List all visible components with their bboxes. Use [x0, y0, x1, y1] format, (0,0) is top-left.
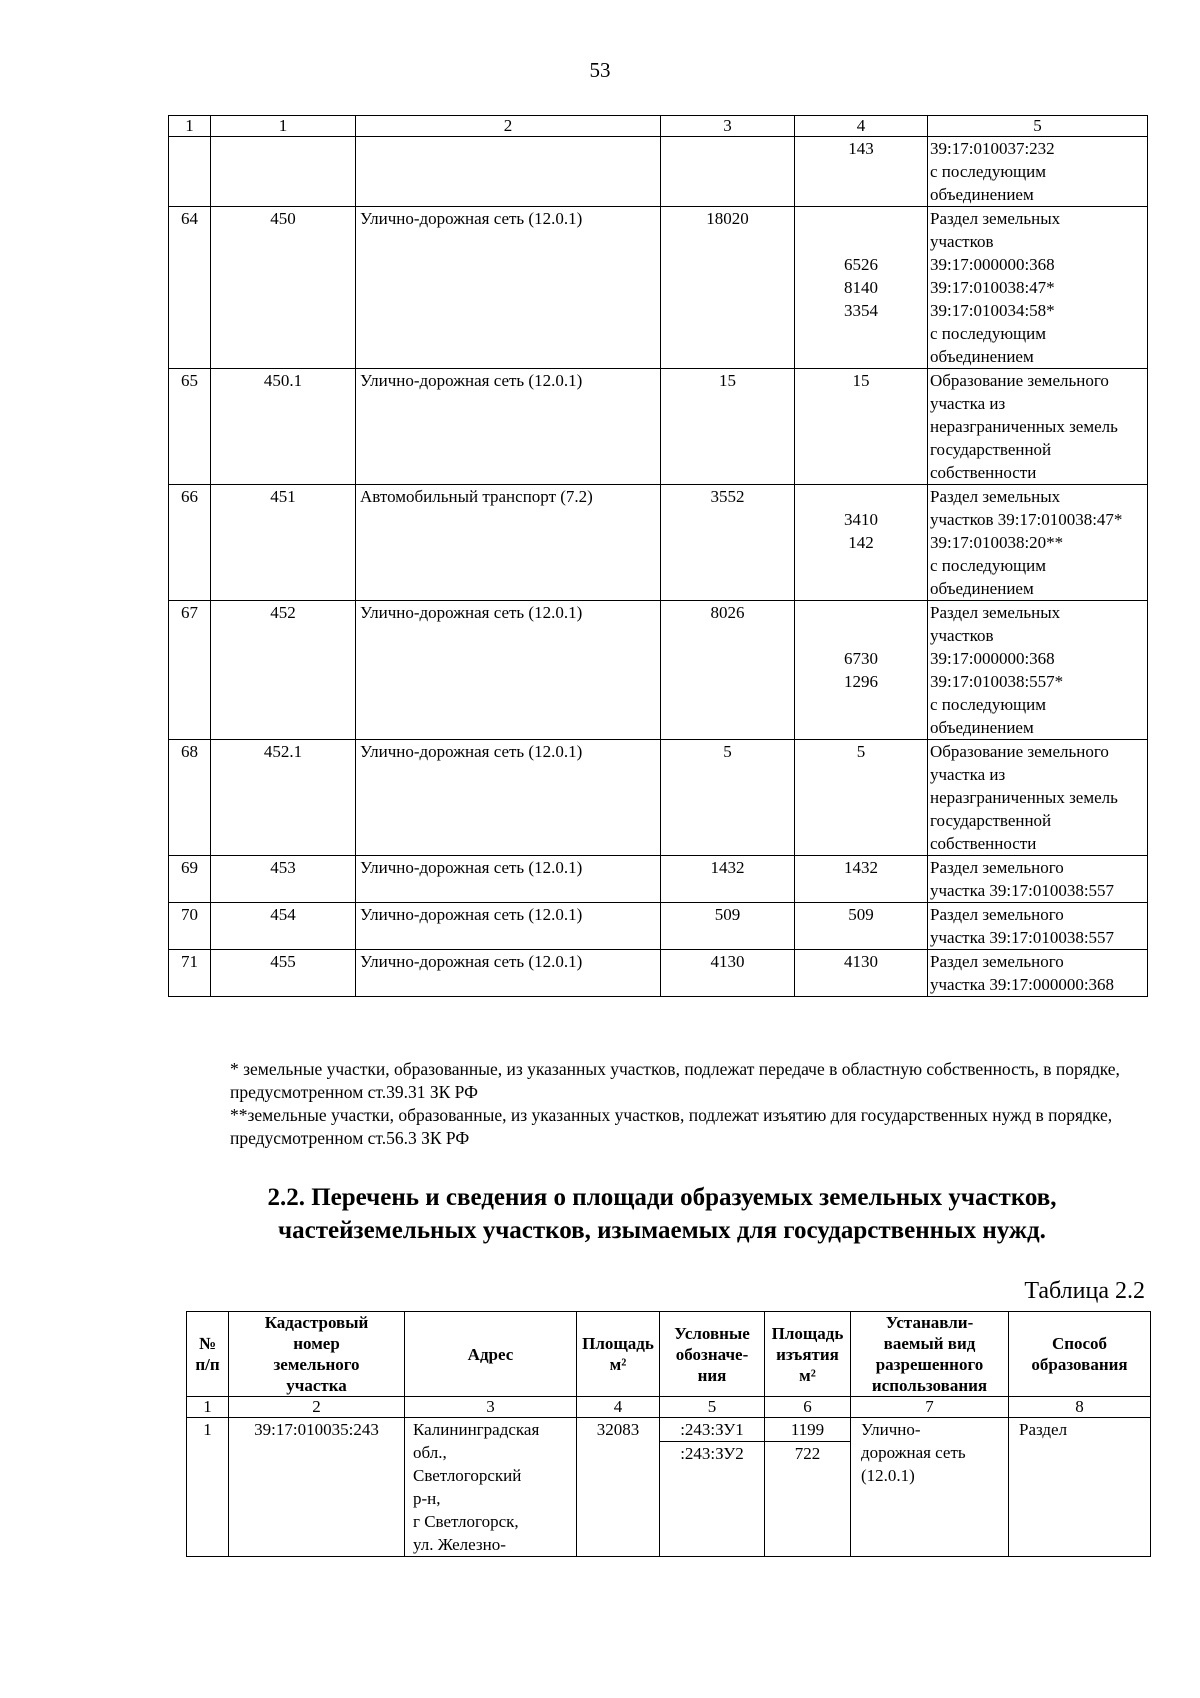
row-plot-number: 453 — [211, 856, 356, 903]
row-formation-method: Образование земельного участка из неразграниченных земель государственной собственности — [928, 740, 1148, 856]
row-plot-number: 454 — [211, 903, 356, 950]
row-land-use: Улично-дорожная сеть (12.0.1) — [356, 601, 661, 740]
row-land-use: Улично-дорожная сеть (12.0.1) — [356, 856, 661, 903]
table-row — [169, 369, 1148, 485]
section-heading — [172, 1181, 1152, 1247]
row-number: 69 — [169, 856, 211, 903]
part-area: 1296 — [844, 672, 878, 691]
part-area: 142 — [848, 533, 874, 552]
row-area: 18020 — [661, 207, 795, 369]
row-area: 1432 — [661, 856, 795, 903]
part-area — [799, 207, 923, 230]
row-method: Раздел — [1009, 1418, 1151, 1557]
col-number: 6 — [765, 1397, 851, 1418]
table-row — [169, 137, 1148, 207]
col-number: 3 — [405, 1397, 577, 1418]
row-formation-method: Раздел земельных участков 39:17:010038:47* 39:17:010038:20** с последующим объединением — [928, 485, 1148, 601]
row-number — [169, 137, 211, 207]
col-header: 1 — [169, 116, 211, 137]
row-formation-method: Раздел земельного участка 39:17:000000:368 — [928, 950, 1148, 997]
table-row — [169, 601, 1148, 740]
row-plot-number — [211, 137, 356, 207]
table-row — [169, 740, 1148, 856]
row-area: 4130 — [661, 950, 795, 997]
part-area: 8140 — [844, 278, 878, 297]
part-area — [799, 601, 923, 624]
row-area: 8026 — [661, 601, 795, 740]
row-area: 3552 — [661, 485, 795, 601]
col-number: 1 — [187, 1397, 229, 1418]
part-area: 15 — [852, 371, 870, 390]
row-part-areas — [795, 903, 928, 950]
section-heading-line-2: частейземельных участков, изымаемых для государственных нужд. — [278, 1217, 1046, 1244]
part-area — [799, 230, 923, 253]
row-formation-method: Раздел земельного участка 39:17:010038:557 — [928, 856, 1148, 903]
seized-2: 722 — [765, 1441, 850, 1465]
symbol-2: :243:ЗУ2 — [660, 1441, 764, 1465]
part-area: 4130 — [844, 952, 878, 971]
row-land-use: Улично-дорожная сеть (12.0.1) — [356, 903, 661, 950]
row-formation-method: Раздел земельных участков 39:17:000000:368 39:17:010038:557* с последующим объединением — [928, 601, 1148, 740]
row-land-use: Улично-дорожная сеть (12.0.1) — [356, 369, 661, 485]
row-plot-number: 450.1 — [211, 369, 356, 485]
footnote-1: * земельные участки, образованные, из указанных участков, подлежат передаче в областную собственность, в порядке, предусмотренном ст.39.31 ЗК РФ — [230, 1059, 1120, 1102]
row-land-use: Улично-дорожная сеть (12.0.1) — [356, 740, 661, 856]
part-area: 1432 — [844, 858, 878, 877]
row-part-areas — [795, 601, 928, 740]
row-land-use: Улично-дорожная сеть (12.0.1) — [356, 950, 661, 997]
row-plot-number: 450 — [211, 207, 356, 369]
row-part-areas — [795, 137, 928, 207]
row-plot-number: 455 — [211, 950, 356, 997]
row-plot-number: 451 — [211, 485, 356, 601]
col-number: 5 — [660, 1397, 765, 1418]
part-area: 6730 — [844, 649, 878, 668]
plots-table — [168, 115, 1148, 997]
header-address: Адрес — [405, 1312, 577, 1397]
row-part-areas — [795, 950, 928, 997]
header-symbols: Условные обозначе- ния — [660, 1312, 765, 1397]
table-row — [169, 207, 1148, 369]
section-heading-line-1: 2.2. Перечень и сведения о площади образуемых земельных участков, — [267, 1184, 1057, 1211]
row-num: 1 — [187, 1418, 229, 1557]
row-permitted-use: Улично- дорожная сеть (12.0.1) — [851, 1418, 1009, 1557]
part-area: 3410 — [844, 510, 878, 529]
row-area: 32083 — [577, 1418, 660, 1557]
row-part-areas — [795, 369, 928, 485]
row-land-use — [356, 137, 661, 207]
row-address: Калининградская обл., Светлогорский р-н, г Светлогорск, ул. Железно- — [405, 1418, 577, 1557]
col-number: 7 — [851, 1397, 1009, 1418]
row-part-areas — [795, 485, 928, 601]
header-area: Площадь м² — [577, 1312, 660, 1397]
header-seized-area: Площадь изъятия м² — [765, 1312, 851, 1397]
row-number: 64 — [169, 207, 211, 369]
row-formation-method: Раздел земельного участка 39:17:010038:557 — [928, 903, 1148, 950]
col-header: 2 — [356, 116, 661, 137]
footnote-2: **земельные участки, образованные, из указанных участков, подлежат изъятию для государственных нужд в порядке, предусмотренном ст.56.3 ЗК РФ — [230, 1105, 1113, 1148]
col-number: 4 — [577, 1397, 660, 1418]
row-area: 5 — [661, 740, 795, 856]
part-area: 143 — [848, 139, 874, 158]
row-land-use: Автомобильный транспорт (7.2) — [356, 485, 661, 601]
part-area — [799, 485, 923, 508]
col-number: 8 — [1009, 1397, 1151, 1418]
page-number: 53 — [589, 58, 611, 82]
row-area: 509 — [661, 903, 795, 950]
table-row — [169, 903, 1148, 950]
footnotes — [230, 1058, 1130, 1150]
col-header: 3 — [661, 116, 795, 137]
row-formation-method: 39:17:010037:232 с последующим объединением — [928, 137, 1148, 207]
col-header: 5 — [928, 116, 1148, 137]
row-formation-method: Раздел земельных участков 39:17:000000:368 39:17:010038:47* 39:17:010034:58* с последующим объединением — [928, 207, 1148, 369]
row-number: 67 — [169, 601, 211, 740]
table-caption: Таблица 2.2 — [1024, 1278, 1145, 1304]
row-cadastral: 39:17:010035:243 — [229, 1418, 405, 1557]
row-part-areas — [795, 740, 928, 856]
row-area — [661, 137, 795, 207]
row-formation-method: Образование земельного участка из неразграниченных земель государственной собственности — [928, 369, 1148, 485]
seized-1: 1199 — [790, 1420, 825, 1439]
table-row — [187, 1418, 1151, 1557]
row-part-areas — [795, 856, 928, 903]
row-number: 65 — [169, 369, 211, 485]
part-area: 5 — [856, 742, 866, 761]
row-number: 71 — [169, 950, 211, 997]
part-area — [799, 624, 923, 647]
row-number: 66 — [169, 485, 211, 601]
row-number: 68 — [169, 740, 211, 856]
header-num: № п/п — [187, 1312, 229, 1397]
table-row — [169, 950, 1148, 997]
seized-plots-table — [186, 1311, 1151, 1557]
part-area: 509 — [848, 905, 874, 924]
header-method: Способ образования — [1009, 1312, 1151, 1397]
header-permitted-use: Устанавли- ваемый вид разрешенного использования — [851, 1312, 1009, 1397]
row-plot-number: 452 — [211, 601, 356, 740]
header-cadastral: Кадастровый номер земельного участка — [229, 1312, 405, 1397]
col-header: 4 — [795, 116, 928, 137]
col-number: 2 — [229, 1397, 405, 1418]
table-row — [169, 485, 1148, 601]
row-seized — [765, 1418, 851, 1557]
row-part-areas — [795, 207, 928, 369]
row-number: 70 — [169, 903, 211, 950]
row-land-use: Улично-дорожная сеть (12.0.1) — [356, 207, 661, 369]
table-row — [169, 856, 1148, 903]
row-plot-number: 452.1 — [211, 740, 356, 856]
symbol-1: :243:ЗУ1 — [680, 1420, 744, 1439]
row-symbols — [660, 1418, 765, 1557]
col-header: 1 — [211, 116, 356, 137]
row-area: 15 — [661, 369, 795, 485]
part-area: 6526 — [844, 255, 878, 274]
part-area: 3354 — [844, 301, 878, 320]
